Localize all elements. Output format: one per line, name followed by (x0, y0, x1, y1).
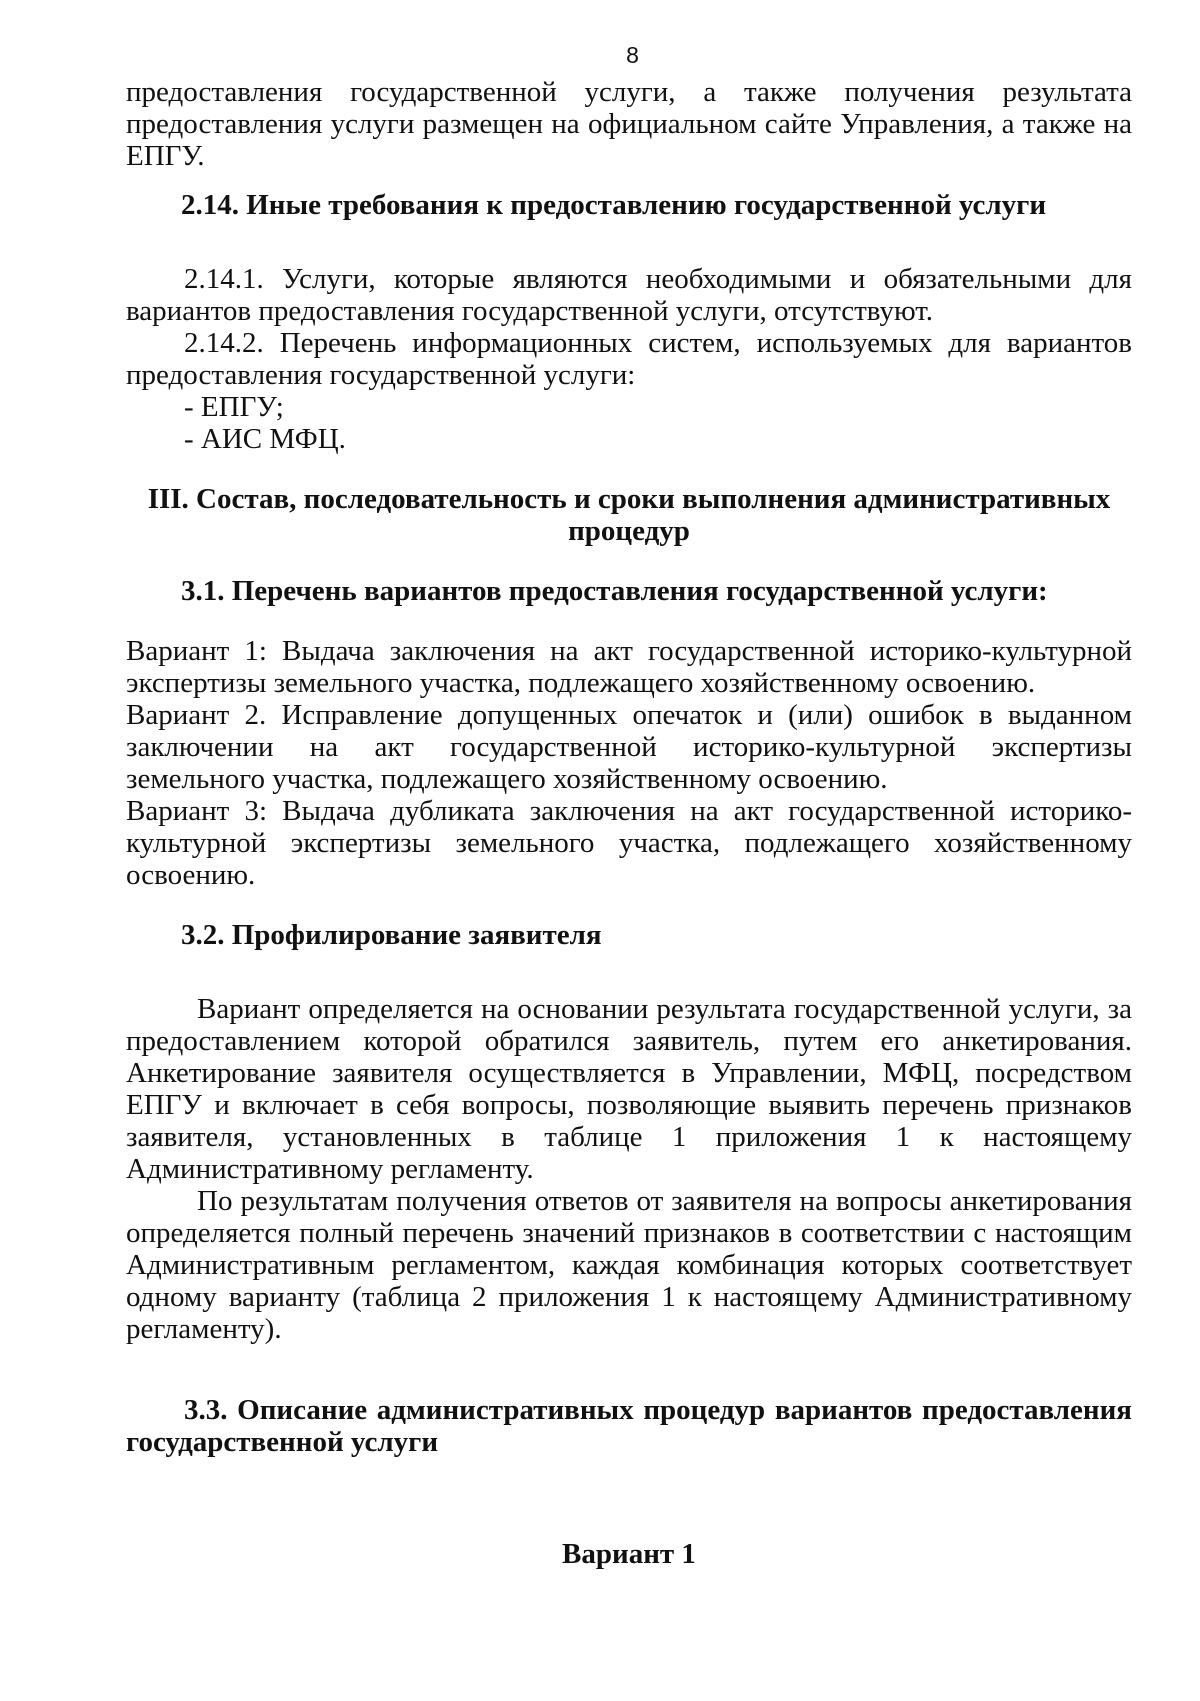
variant-1-paragraph: Вариант 1: Выдача заключения на акт государственной историко-культурной экспертизы земельного участка, подлежащего хозяйственному освоению. (126, 635, 1132, 699)
paragraph-2-14-1: 2.14.1. Услуги, которые являются необходимыми и обязательными для вариантов предоставления государственной услуги, отсутствуют. (126, 263, 1132, 327)
list-item-epgu: - ЕПГУ; (184, 391, 284, 423)
list-item-ais-mfc: - АИС МФЦ. (184, 423, 346, 455)
heading-3-2: 3.2. Профилирование заявителя (181, 919, 602, 951)
variant-3-paragraph: Вариант 3: Выдача дубликата заключения на акт государственной историко-культурной экспертизы земельного участка, подлежащего хозяйственному освоению. (126, 795, 1132, 891)
variant-1-heading: Вариант 1 (562, 1538, 696, 1570)
intro-continuation-paragraph: предоставления государственной услуги, а также получения результата предоставления услуги размещен на официальном сайте Управления, а также на ЕПГУ. (126, 76, 1132, 172)
heading-3-3: 3.3. Описание административных процедур вариантов предоставления государственной услуги (126, 1394, 1132, 1458)
paragraph-3-2-b: По результатам получения ответов от заявителя на вопросы анкетирования определяется полный перечень значений признаков в соответствии с настоящим Административным регламентом, каждая комбинация которых соответствует одному варианту (таблица 2 приложения 1 к настоящему Административному регламенту). (126, 1185, 1132, 1345)
document-body (126, 76, 1132, 1570)
variant-2-paragraph: Вариант 2. Исправление допущенных опечаток и (или) ошибок в выданном заключении на акт государственной историко-культурной экспертизы земельного участка, подлежащего хозяйственному освоению. (126, 699, 1132, 795)
heading-3-1: 3.1. Перечень вариантов предоставления государственной услуги: (181, 575, 1048, 607)
paragraph-2-14-2: 2.14.2. Перечень информационных систем, используемых для вариантов предоставления государственной услуги: (126, 327, 1132, 391)
paragraph-3-2-a: Вариант определяется на основании результата государственной услуги, за предоставлением которой обратился заявитель, путем его анкетирования. Анкетирование заявителя осуществляется в Управлении, МФЦ, посредством ЕПГУ и включает в себя вопросы, позволяющие выявить перечень признаков заявителя, установленных в таблице 1 приложения 1 к настоящему Административному регламенту. (126, 993, 1132, 1185)
page-number: 8 (626, 42, 639, 68)
section-3-title: III. Состав, последовательность и сроки выполнения административных процедур (147, 483, 1111, 547)
heading-2-14: 2.14. Иные требования к предоставлению государственной услуги (181, 189, 1047, 221)
